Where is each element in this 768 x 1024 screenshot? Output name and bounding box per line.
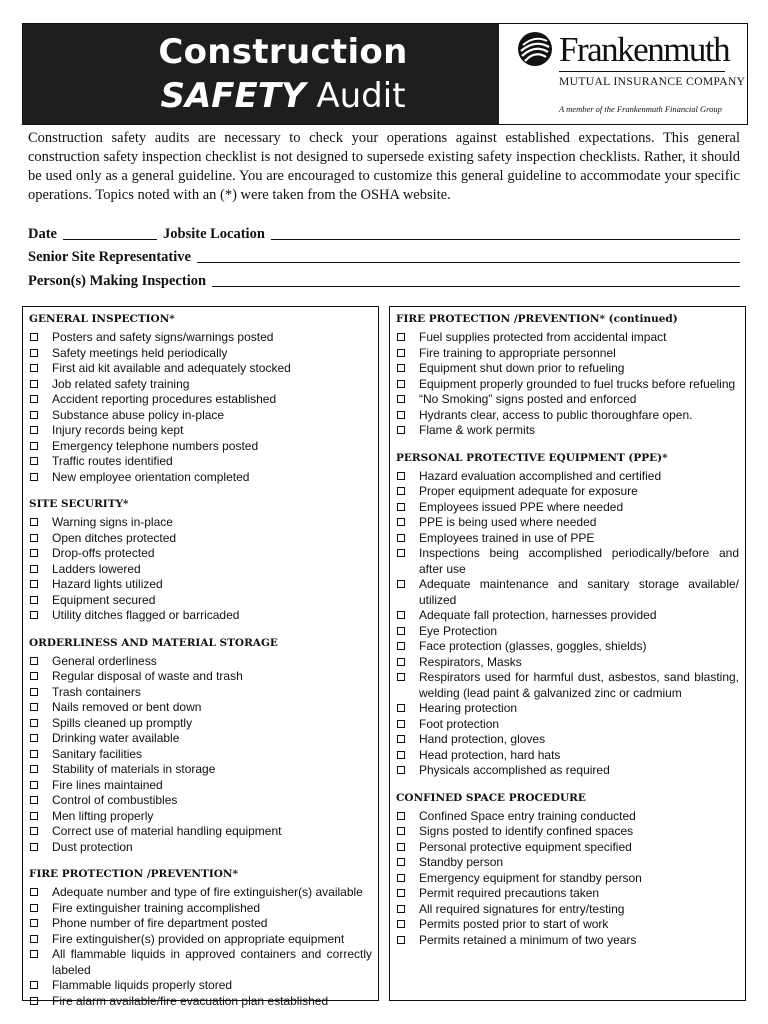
checkbox[interactable] — [397, 658, 405, 666]
checklist-item — [29, 700, 372, 716]
checkbox[interactable] — [397, 858, 405, 866]
checklist-item-label: Dust protection — [52, 839, 133, 854]
checkbox[interactable] — [397, 611, 405, 619]
checklist-item-label: Fire extinguisher training accomplished — [52, 900, 261, 915]
checkbox[interactable] — [30, 950, 38, 958]
checklist-item-label: Fire alarm available/fire evacuation plan established — [52, 993, 329, 1008]
checklist-item-label: Adequate number and type of fire extinguisher(s) available — [52, 885, 363, 899]
checklist-item-label: Stability of materials in storage — [52, 762, 216, 776]
checkbox[interactable] — [30, 997, 38, 1005]
checklist-item — [396, 531, 739, 547]
checklist-item — [29, 408, 372, 424]
checklist-item — [396, 701, 739, 717]
checklist-item-label: Flammable liquids properly stored — [52, 978, 233, 992]
title-line1: Construction — [158, 32, 408, 72]
checklist-left-column — [22, 306, 379, 1008]
checkbox[interactable] — [30, 935, 38, 943]
checklist-item — [29, 562, 372, 578]
checklist-item-label: Open ditches protected — [52, 530, 177, 545]
persons-field[interactable] — [212, 285, 740, 287]
checklist-item-label: Job related safety training — [52, 376, 190, 391]
checkbox[interactable] — [397, 349, 405, 357]
checklist-item — [29, 669, 372, 685]
checklist-item-label: Emergency equipment for standby person — [419, 870, 642, 885]
logo-member-text: A member of the Frankenmuth Financial Group — [559, 104, 722, 114]
checkbox[interactable] — [30, 672, 38, 680]
checkbox[interactable] — [397, 426, 405, 434]
checklist-item — [396, 763, 739, 779]
left-column-content — [29, 311, 372, 1009]
checkbox[interactable] — [397, 827, 405, 835]
checklist-item — [396, 933, 739, 949]
section-heading: GENERAL INSPECTION* — [29, 313, 175, 325]
checklist-item-label: Signs posted to identify confined spaces — [419, 824, 634, 838]
checklist-item — [29, 392, 372, 408]
checkbox[interactable] — [30, 781, 38, 789]
title-safety: SAFETY — [160, 76, 306, 116]
checklist-item — [29, 685, 372, 701]
checklist-item — [396, 871, 739, 887]
checkbox[interactable] — [397, 503, 405, 511]
checklist-item-label: Emergency telephone numbers posted — [52, 438, 259, 453]
checklist-item-label: Substance abuse policy in-place — [52, 407, 225, 422]
checklist-item-label: Sanitary facilities — [52, 746, 143, 761]
checklist-item — [396, 670, 739, 701]
checklist-item — [29, 947, 372, 978]
checklist-item-label: Fire extinguisher(s) provided on appropriate equipment — [52, 931, 345, 946]
intro-paragraph: Construction safety audits are necessary to check your operations against established expectations. This general construction safety inspection checklist is not designed to supersede existing safety inspection checklists. Rather, it should be used only as a general guideline. You are encouraged to customize this general guideline to accommodate your specific operations. Topics noted with an (*) were taken from the OSHA website. — [28, 130, 740, 203]
checkbox[interactable] — [397, 364, 405, 372]
logo-emblem-icon — [517, 31, 553, 67]
checkbox[interactable] — [30, 411, 38, 419]
logo-subtitle: MUTUAL INSURANCE COMPANY — [559, 76, 746, 88]
checklist-item-label: Fuel supplies protected from accidental impact — [419, 330, 667, 344]
checkbox[interactable] — [397, 905, 405, 913]
checklist-item-label: Equipment properly grounded to fuel trucks before refueling — [419, 376, 736, 391]
checklist-item-label: All flammable liquids in approved containers and correctly labeled — [52, 947, 372, 977]
checklist-item — [396, 392, 739, 408]
checklist-item-label: All required signatures for entry/testing — [419, 901, 625, 916]
checklist-item-label: Respirators, Masks — [419, 654, 522, 669]
senior-rep-row — [28, 249, 740, 266]
checkbox[interactable] — [397, 936, 405, 944]
checklist-item — [396, 639, 739, 655]
checklist-item-label: Equipment secured — [52, 592, 156, 607]
title-audit: Audit — [305, 76, 406, 116]
checklist-item — [29, 932, 372, 948]
checklist-item-label: Standby person — [419, 855, 504, 869]
checklist-item-label: Ladders lowered — [52, 561, 141, 576]
checklist-item — [396, 855, 739, 871]
checkbox[interactable] — [30, 473, 38, 481]
jobsite-field[interactable] — [271, 238, 740, 240]
date-field[interactable] — [63, 238, 157, 240]
persons-row — [28, 273, 740, 290]
checklist-item — [396, 917, 739, 933]
senior-rep-field[interactable] — [197, 261, 740, 263]
checklist-item-label: Physicals accomplished as required — [419, 763, 610, 777]
checklist-item — [29, 330, 372, 346]
checkbox[interactable] — [30, 703, 38, 711]
checkbox[interactable] — [397, 843, 405, 851]
checkbox[interactable] — [30, 688, 38, 696]
checklist-item-label: Head protection, hard hats — [419, 747, 561, 762]
checklist-item — [396, 577, 739, 608]
checklist-item — [29, 377, 372, 393]
checklist-item — [29, 515, 372, 531]
checklist-item — [29, 439, 372, 455]
checkbox[interactable] — [30, 442, 38, 450]
checklist-item-label: Respirators used for harmful dust, asbestos, sand blasting, welding (lead paint & galvanized zinc or cadmium — [419, 670, 739, 700]
checkbox[interactable] — [30, 827, 38, 835]
date-jobsite-row — [28, 226, 740, 243]
checklist-item-label: Hazard evaluation accomplished and certified — [419, 468, 662, 483]
checklist-item — [396, 902, 739, 918]
checkbox[interactable] — [397, 889, 405, 897]
checkbox[interactable] — [30, 750, 38, 758]
checklist-item-label: Personal protective equipment specified — [419, 839, 632, 854]
checklist-item — [29, 593, 372, 609]
checkbox[interactable] — [397, 812, 405, 820]
checkbox[interactable] — [397, 920, 405, 928]
right-column-content — [396, 311, 739, 948]
checklist-item — [396, 484, 739, 500]
checklist-item-label: Injury records being kept — [52, 423, 184, 437]
checkbox[interactable] — [30, 426, 38, 434]
checkbox[interactable] — [30, 518, 38, 526]
checklist-item-label: New employee orientation completed — [52, 469, 250, 484]
checklist-item-label: Spills cleaned up promptly — [52, 715, 193, 730]
checklist-item — [396, 732, 739, 748]
checklist-item — [396, 886, 739, 902]
checkbox[interactable] — [397, 487, 405, 495]
checklist-item-label: Permit required precautions taken — [419, 886, 600, 900]
checklist-item-label: Regular disposal of waste and trash — [52, 669, 243, 683]
checkbox[interactable] — [397, 720, 405, 728]
checkbox[interactable] — [397, 472, 405, 480]
checkbox[interactable] — [30, 596, 38, 604]
checklist-item-label: First aid kit available and adequately stocked — [52, 361, 291, 375]
checkbox[interactable] — [397, 395, 405, 403]
checkbox[interactable] — [30, 549, 38, 557]
checklist-item-label: Correct use of material handling equipment — [52, 824, 282, 838]
checklist-item-label: “No Smoking” signs posted and enforced — [419, 392, 637, 406]
checklist-item-label: Trash containers — [52, 684, 141, 699]
checkbox[interactable] — [30, 349, 38, 357]
checklist-item — [29, 577, 372, 593]
checklist-item — [29, 885, 372, 901]
checklist-item — [29, 531, 372, 547]
checklist-item-label: Safety meetings held periodically — [52, 345, 228, 360]
checkbox[interactable] — [397, 751, 405, 759]
checklist-item — [29, 654, 372, 670]
checklist-item-label: Hand protection, gloves — [419, 732, 546, 746]
checklist-item — [396, 824, 739, 840]
checkbox[interactable] — [30, 380, 38, 388]
checkbox[interactable] — [30, 565, 38, 573]
section-heading: FIRE PROTECTION /PREVENTION* — [29, 868, 238, 880]
checklist-item — [29, 361, 372, 377]
checkbox[interactable] — [30, 843, 38, 851]
section-heading: SITE SECURITY* — [29, 498, 129, 510]
checklist-item — [396, 655, 739, 671]
checklist-item — [29, 793, 372, 809]
checklist-item — [396, 624, 739, 640]
checklist-item-label: Drop-offs protected — [52, 546, 155, 560]
date-label: Date — [28, 226, 57, 242]
checklist-item-label: Fire training to appropriate personnel — [419, 345, 616, 360]
checklist-item-label: Utility ditches flagged or barricaded — [52, 608, 240, 622]
checklist-item — [29, 423, 372, 439]
checkbox[interactable] — [397, 580, 405, 588]
checklist-item — [396, 717, 739, 733]
checklist-item — [29, 762, 372, 778]
checklist-item — [396, 330, 739, 346]
checklist-item — [396, 361, 739, 377]
checklist-item-label: Phone number of fire department posted — [52, 916, 268, 930]
section-heading: CONFINED SPACE PROCEDURE — [396, 791, 586, 804]
persons-label: Person(s) Making Inspection — [28, 273, 207, 289]
checkbox[interactable] — [397, 704, 405, 712]
checklist-item-label: Fire lines maintained — [52, 777, 163, 792]
checklist-item-label: Employees trained in use of PPE — [419, 530, 595, 545]
checklist-item-label: Adequate maintenance and sanitary storage available/ utilized — [419, 577, 739, 607]
checklist-item-label: Proper equipment adequate for exposure — [419, 484, 638, 498]
section-heading: FIRE PROTECTION /PREVENTION* (continued) — [396, 313, 678, 325]
company-logo — [499, 24, 747, 124]
checklist-item-label: Drinking water available — [52, 731, 180, 745]
checklist-item — [29, 778, 372, 794]
logo-divider — [559, 71, 725, 72]
checklist-item-label: Traffic routes identified — [52, 454, 173, 468]
jobsite-label: Jobsite Location — [163, 226, 265, 242]
checkbox[interactable] — [30, 719, 38, 727]
checklist-item — [29, 716, 372, 732]
checkbox[interactable] — [30, 734, 38, 742]
title-block — [23, 24, 499, 124]
checklist-item-label: Hearing protection — [419, 701, 518, 715]
checkbox[interactable] — [397, 673, 405, 681]
checklist-item — [396, 469, 739, 485]
header — [22, 23, 748, 125]
checkbox[interactable] — [397, 411, 405, 419]
checklist-item — [29, 901, 372, 917]
checklist-item-label: Face protection (glasses, goggles, shields) — [419, 639, 647, 653]
checkbox[interactable] — [30, 457, 38, 465]
senior-rep-label: Senior Site Representative — [28, 249, 191, 265]
checkbox[interactable] — [397, 874, 405, 882]
checkbox[interactable] — [30, 812, 38, 820]
checklist-item — [29, 608, 372, 624]
checklist-item-label: Adequate fall protection, harnesses provided — [419, 608, 657, 622]
checklist-item-label: Equipment shut down prior to refueling — [419, 361, 625, 375]
checkbox[interactable] — [30, 364, 38, 372]
checkbox[interactable] — [397, 518, 405, 526]
checklist-item — [396, 840, 739, 856]
checkbox[interactable] — [30, 534, 38, 542]
checklist-item — [396, 515, 739, 531]
checklist-item — [396, 346, 739, 362]
checklist-item-label: Inspections being accomplished periodically/before and after use — [419, 546, 739, 576]
checklist-item — [396, 809, 739, 825]
checkbox[interactable] — [30, 765, 38, 773]
checklist-item — [29, 346, 372, 362]
checklist-item-label: Hydrants clear, access to public thoroughfare open. — [419, 407, 693, 422]
checklist-item — [396, 423, 739, 439]
checklist-item-label: Control of combustibles — [52, 793, 178, 807]
section-heading: ORDERLINESS AND MATERIAL STORAGE — [29, 636, 278, 649]
checklist-item-label: Eye Protection — [419, 623, 498, 638]
checklist-item-label: Men lifting properly — [52, 808, 154, 823]
checklist-item-label: PPE is being used where needed — [419, 515, 597, 529]
checkbox[interactable] — [30, 395, 38, 403]
checkbox[interactable] — [30, 919, 38, 927]
checklist-item-label: Foot protection — [419, 716, 500, 731]
checklist-item — [29, 978, 372, 994]
checkbox[interactable] — [397, 642, 405, 650]
checklist-item — [29, 994, 372, 1010]
checklist-item-label: General orderliness — [52, 653, 157, 668]
checkbox[interactable] — [30, 796, 38, 804]
checklist-item-label: Confined Space entry training conducted — [419, 808, 636, 823]
checklist-item — [396, 408, 739, 424]
checkbox[interactable] — [30, 580, 38, 588]
checklist-item — [29, 546, 372, 562]
checklist-item-label: Permits retained a minimum of two years — [419, 932, 637, 947]
title-line2 — [23, 76, 543, 116]
checklist-item — [396, 377, 739, 393]
checklist-item-label: Accident reporting procedures established — [52, 392, 277, 406]
checkbox[interactable] — [397, 380, 405, 388]
checklist-item — [396, 546, 739, 577]
checklist-item-label: Hazard lights utilized — [52, 577, 163, 591]
checkbox[interactable] — [30, 333, 38, 341]
checklist-item-label: Flame & work permits — [419, 423, 536, 437]
checkbox[interactable] — [30, 904, 38, 912]
checkbox[interactable] — [30, 981, 38, 989]
logo-name: Frankenmuth — [559, 30, 730, 69]
checklist-right-column — [389, 306, 746, 1001]
checklist-item-label: Warning signs in-place — [52, 515, 173, 529]
checklist-item — [29, 747, 372, 763]
checklist-item-label: Employees issued PPE where needed — [419, 499, 624, 514]
checklist-item — [396, 608, 739, 624]
checkbox[interactable] — [397, 333, 405, 341]
checklist-item — [29, 916, 372, 932]
checklist-item — [29, 731, 372, 747]
checkbox[interactable] — [30, 657, 38, 665]
checklist-item — [396, 748, 739, 764]
checkbox[interactable] — [30, 611, 38, 619]
checkbox[interactable] — [397, 534, 405, 542]
checklist-item — [29, 470, 372, 486]
checklist-item — [29, 454, 372, 470]
checkbox[interactable] — [397, 766, 405, 774]
checkbox[interactable] — [397, 627, 405, 635]
checklist-item — [29, 824, 372, 840]
checklist-item-label: Posters and safety signs/warnings posted — [52, 330, 274, 344]
checkbox[interactable] — [397, 735, 405, 743]
section-heading: PERSONAL PROTECTIVE EQUIPMENT (PPE)* — [396, 451, 668, 464]
checklist-item-label: Permits posted prior to start of work — [419, 917, 609, 931]
checkbox[interactable] — [30, 888, 38, 896]
checkbox[interactable] — [397, 549, 405, 557]
checklist-item — [396, 500, 739, 516]
checklist-item — [29, 840, 372, 856]
checklist-item-label: Nails removed or bent down — [52, 700, 202, 714]
checklist-item — [29, 809, 372, 825]
